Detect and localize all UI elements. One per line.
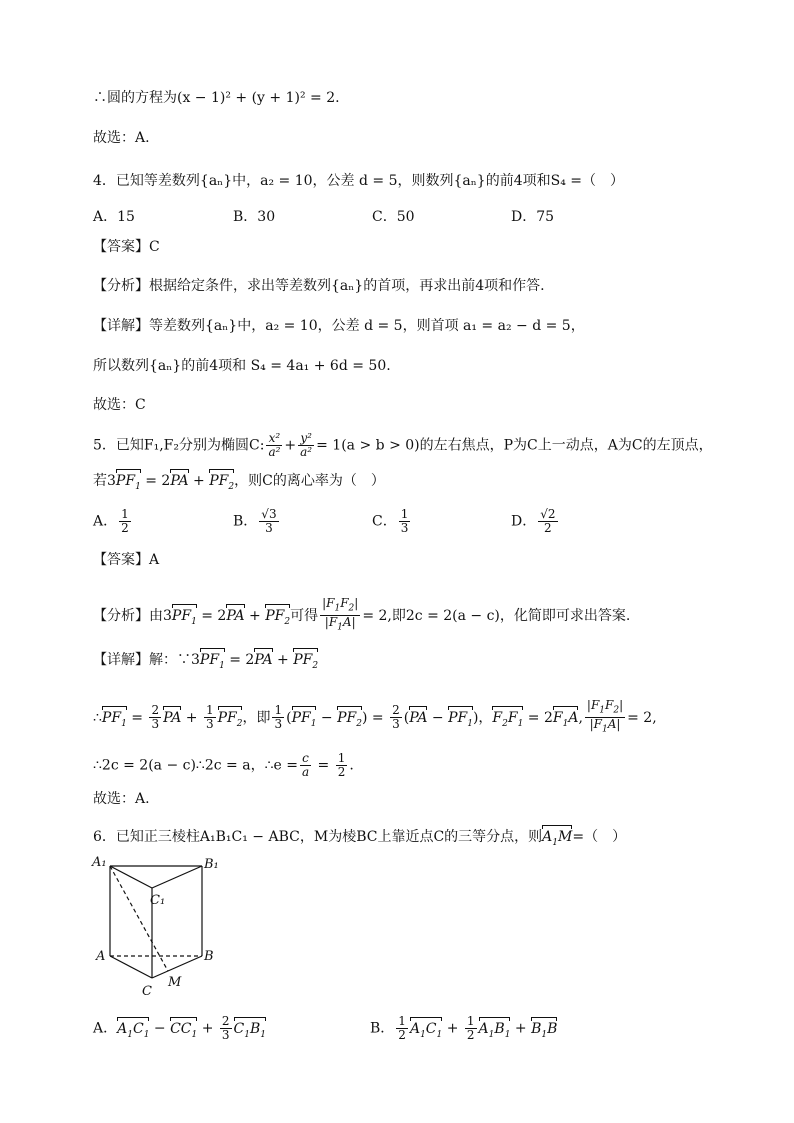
question-5: 5．已知F₁,F₂分别为椭圆C: $\frac{\text{x²}}{\text{a²}}$ + $\frac{\text{y²}}{\text{a²}}$ = 1(a > b > 0)的左右焦点，P为C上一动点，A为C的左顶点，	[93, 431, 713, 459]
q5-option-d: D． $\frac{√2}{2}$	[511, 507, 556, 535]
q4-option-a: A．15	[93, 209, 135, 225]
q4-option-d: D．75	[511, 209, 555, 225]
q4-option-b: B．30	[233, 209, 276, 225]
q4-answer: 【答案】C	[93, 239, 160, 255]
question-4: 4．已知等差数列{aₙ}中，a₂ = 10，公差 d = 5，则数列{aₙ}的前4项和S₄ =（ ）	[93, 173, 624, 189]
q4-option-c: C．50	[372, 209, 415, 225]
question-6: 6．已知正三棱柱A₁B₁C₁ − ABC，M为棱BC上靠近点C的三等分点，则$A_1M=$（ ）	[93, 827, 626, 853]
label-b: B	[204, 949, 214, 964]
q5-analysis: 【分析】由$3PF_1 = 2PA + PF_2$可得 $\frac{|F_1F_2|}{|F_1A|}$ = 2,即2c = 2(a − c)，化简即可求出答案.	[93, 596, 631, 633]
q5-answer: 【答案】A	[93, 552, 160, 568]
edge-b1c1	[152, 866, 202, 888]
frac-y2-a2: $\frac{\text{y²}}{\text{a²}}$	[300, 431, 313, 459]
label-a: A	[96, 949, 106, 964]
question-5-line-2: 若$3PF_1 = 2PA + PF_2$，则C的离心率为（ ）	[93, 471, 385, 497]
vector-pa: PA	[170, 473, 189, 489]
q5-detail: 【详解】解：$\because 3PF_1 = 2PA + PF_2$	[93, 650, 318, 676]
label-m: M	[168, 975, 182, 990]
q5-option-a: A． $\frac{1}{2}$	[93, 507, 129, 535]
label-b1: B₁	[204, 857, 219, 872]
label-c1: C₁	[150, 893, 166, 908]
q4-detail: 【详解】等差数列{aₙ}中，a₂ = 10，公差 d = 5，则首项 a₁ = a₂ − d = 5，	[93, 318, 585, 334]
q6-option-a: A．$A_1C_1 - CC_1$ + $\frac{2}{3}$ $C_1B_1$	[93, 1015, 266, 1044]
q5-step-2: $\therefore PF_1$ = $\frac{2}{3}$ PA + $\frac{1}{3}$ $PF_2$，即 $\frac{1}{3}$ $(PF_1 - PF_2)$ = $\frac{2}{3}$ $(PA - PF_1)$，$F_2F_1 = 2F_1A$, $\frac{|F_1F_2|}{|F_1A|}$ = 2,	[93, 698, 657, 735]
edge-ac	[110, 956, 152, 978]
q4-detail-2: 所以数列{aₙ}的前4项和 S₄ = 4a₁ + 6d = 50.	[93, 358, 391, 374]
frac-f1f2-f1a: $\frac{|F_1F_2|}{|F_1A|}$	[322, 596, 359, 633]
label-c: C	[142, 984, 152, 999]
frac-x2-a2: $\frac{\text{x²}}{\text{a²}}$	[268, 431, 281, 459]
q4-choose: 故选：C	[93, 397, 146, 413]
q4-analysis: 【分析】根据给定条件，求出等差数列{aₙ}的首项，再求出前4项和作答.	[93, 278, 545, 294]
answer-choice-line: 故选：A.	[93, 130, 150, 146]
vector-pf2: $PF_2$	[209, 471, 234, 497]
circle-equation-line: ∴圆的方程为(x − 1)² + (y + 1)² = 2.	[93, 90, 340, 106]
q5-step-3: ∴2c = 2(a − c)∴2c = a，∴e = $\frac{c}{a}$ = $\frac{1}{2}$ .	[93, 751, 354, 779]
q5-option-b: B． $\frac{√3}{3}$	[233, 507, 277, 535]
prism-figure	[90, 852, 230, 1002]
vector-pf1: $PF_1$	[116, 471, 141, 497]
q6-option-b: B． $\frac{1}{2}$ $A_1C_1$ + $\frac{1}{2}$ $A_1B_1 + B_1B$	[370, 1015, 557, 1044]
label-a1: A₁	[92, 855, 107, 870]
q5-choose: 故选：A.	[93, 791, 150, 807]
vector-a1m: $A_1M$	[542, 827, 572, 853]
edge-a1c1	[110, 866, 152, 888]
q5-option-c: C． $\frac{1}{3}$	[372, 507, 409, 535]
